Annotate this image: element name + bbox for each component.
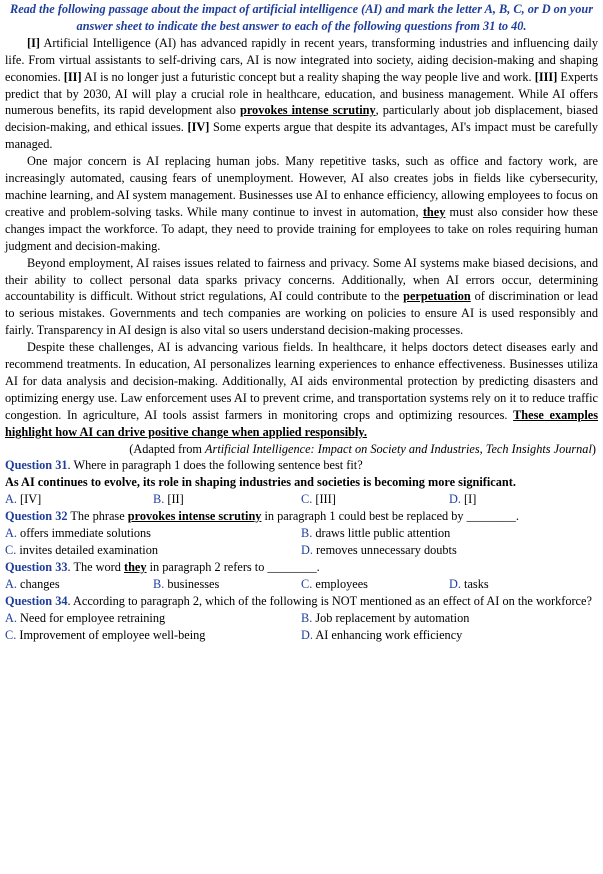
question-34-options xyxy=(5,610,598,644)
highlighted-word-perpetuation: perpetuation xyxy=(403,289,471,304)
question-32-phrase: provokes intense scrutiny xyxy=(127,509,262,524)
source-title: Artificial Intelligence: Impact on Society and Industries, Tech Insights Journal xyxy=(205,441,592,456)
question-33-text-2: in paragraph 2 refers to ________. xyxy=(146,559,320,574)
option-text: [I] xyxy=(460,492,477,507)
option-text: [II] xyxy=(164,492,184,507)
para2-text-2: must also consider how these changes impact the workforce. To adapt, they need to provide training for employees to take on roles requiring human judgment and decision-making. xyxy=(5,204,599,253)
option-b[interactable] xyxy=(153,491,301,508)
option-text: Job replacement by automation xyxy=(312,610,470,625)
option-letter: D. xyxy=(301,627,313,642)
source-suffix: ) xyxy=(591,441,596,456)
passage-paragraph-2 xyxy=(5,153,598,254)
question-32-options xyxy=(5,525,598,559)
option-letter: C. xyxy=(301,492,313,507)
option-text: Need for employee retraining xyxy=(16,610,166,625)
option-text: [IV] xyxy=(16,492,42,507)
question-33-word: they xyxy=(124,559,147,574)
option-b[interactable] xyxy=(153,576,301,593)
passage-paragraph-4 xyxy=(5,339,598,440)
question-32-text-2: in paragraph 1 could best be replaced by ________. xyxy=(261,509,519,524)
option-letter: D. xyxy=(449,492,461,507)
option-letter: B. xyxy=(153,576,165,591)
option-letter: A. xyxy=(5,492,17,507)
option-b[interactable] xyxy=(301,610,598,627)
passage-paragraph-1 xyxy=(5,35,598,153)
option-text: [III] xyxy=(312,492,336,507)
option-d[interactable] xyxy=(301,627,598,644)
question-32-number: Question 32 xyxy=(5,509,68,524)
question-33-number: Question 33 xyxy=(5,559,68,574)
para1-text-5: Some experts argue that despite its advantages, AI's impact must be carefully managed. xyxy=(5,120,599,152)
option-text: invites detailed examination xyxy=(16,543,158,557)
para4-text-1: Despite these challenges, AI is advancing various fields. In healthcare, it helps doctors detect diseases early and recommend treatments. In education, AI personalizes learning experiences to enhance effectiveness. Businesses utiliza AI for data analysis and decision-making. Additionally, AI aids environmental protection by predicting disasters and optimizing energy use. Law enforcement uses AI to prevent crime, and transportation systems rely on it to reduce traffic congestion. In agriculture, AI tools assist farmers in monitoring crops and optimizing resources. xyxy=(5,340,598,422)
option-c[interactable] xyxy=(5,542,301,559)
question-34-number: Question 34 xyxy=(5,593,68,608)
option-text: removes unnecessary doubts xyxy=(312,543,457,557)
marker-2: [II] xyxy=(63,69,82,84)
option-text: tasks xyxy=(460,576,489,591)
question-34 xyxy=(5,593,598,610)
option-a[interactable] xyxy=(5,491,153,508)
option-b[interactable] xyxy=(301,525,598,542)
option-letter: B. xyxy=(301,526,313,541)
option-d[interactable] xyxy=(449,576,598,593)
marker-4: [IV] xyxy=(187,120,210,135)
source-prefix: (Adapted from xyxy=(129,441,206,456)
question-31-options xyxy=(5,491,598,508)
source-citation xyxy=(5,441,598,458)
worksheet-page xyxy=(5,1,598,643)
para3-text-2: of discrimination or lead to serious mistakes. Governments and tech companies are working on policies to ensure AI is used responsibly and fairly. Transparency in AI design is also vital so users understand decision-making processes. xyxy=(5,289,598,338)
highlighted-word-they: they xyxy=(422,204,446,219)
option-letter: C. xyxy=(5,627,17,642)
para3-text-1: Beyond employment, AI raises issues related to fairness and privacy. Some AI systems make biased decisions, and their ability to collect personal data sparks privacy concerns. Additionally, when AI errors occur, determining accountability is difficult. Without strict regulations, AI could contribute to the xyxy=(5,255,598,304)
passage-paragraph-3 xyxy=(5,255,598,340)
para1-text-4: , particularly about job displacement, biased decision-making, and ethical issues. xyxy=(5,103,598,135)
option-letter: B. xyxy=(153,492,165,507)
option-d[interactable] xyxy=(449,491,598,508)
para1-text-1: Artificial Intelligence (AI) has advanced rapidly in recent years, transforming industries and influencing daily life. From virtual assistants to self-driving cars, AI is now integrated into society, aiding decision-making and shaping economies. xyxy=(5,35,598,84)
option-letter: A. xyxy=(5,526,17,541)
option-text: draws little public attention xyxy=(312,526,451,541)
instructions: Read the following passage about the impact of artificial intelligence (AI) and mark the letter A, B, C, or D on your answer sheet to indicate the best answer to each of the following questions from 31 to 40. xyxy=(10,2,593,33)
option-c[interactable] xyxy=(301,491,449,508)
question-33-options xyxy=(5,576,598,593)
para1-text-2: AI is no longer just a futuristic concept but a reality shaping the way people live and work. xyxy=(81,69,535,84)
option-letter: D. xyxy=(301,543,313,557)
para2-text-1: One major concern is AI replacing human jobs. Many repetitive tasks, such as office and factory work, are increasingly automated, causing fears of unemployment. However, AI also creates jobs in fields like cybersecurity, machine learning, and AI system management. Businesses use AI to enhance efficiency, allowing employees to focus on creative and problem-solving tasks. While many continue to invest in automation, xyxy=(5,154,598,219)
highlighted-sentence: These examples highlight how AI can drive positive change when applied responsibly. xyxy=(5,407,598,439)
option-text: AI enhancing work efficiency xyxy=(312,627,463,642)
option-letter: D. xyxy=(449,576,461,591)
option-d[interactable] xyxy=(301,542,598,559)
option-text: businesses xyxy=(164,576,220,591)
highlighted-phrase: provokes intense scrutiny xyxy=(239,103,376,118)
marker-1: [I] xyxy=(27,35,40,50)
question-32 xyxy=(5,508,598,525)
option-text: employees xyxy=(312,576,368,591)
option-c[interactable] xyxy=(301,576,449,593)
question-31-number: Question 31 xyxy=(5,458,68,473)
question-34-text: . According to paragraph 2, which of the following is NOT mentioned as an effect of AI on the workforce? xyxy=(67,593,592,608)
option-a[interactable] xyxy=(5,576,153,593)
question-31 xyxy=(5,457,598,474)
option-c[interactable] xyxy=(5,627,301,644)
option-letter: A. xyxy=(5,576,17,591)
option-text: changes xyxy=(16,576,60,591)
option-a[interactable] xyxy=(5,525,301,542)
option-a[interactable] xyxy=(5,610,301,627)
option-letter: B. xyxy=(301,610,313,625)
option-letter: C. xyxy=(301,576,313,591)
para1-text-3: Experts predict that by 2030, AI will play a crucial role in healthcare, education, and business management. While AI offers numerous benefits, its rapid development also xyxy=(5,69,598,118)
marker-3: [III] xyxy=(534,69,558,84)
question-32-text-1: The phrase xyxy=(67,509,128,524)
option-text: Improvement of employee well-being xyxy=(16,627,206,642)
question-31-text: . Where in paragraph 1 does the following sentence best fit? xyxy=(67,458,363,473)
question-33 xyxy=(5,559,598,576)
option-letter: C. xyxy=(5,543,17,557)
option-letter: A. xyxy=(5,610,17,625)
question-31-sentence: As AI continues to evolve, its role in shaping industries and societies is becoming more significant. xyxy=(5,475,516,490)
question-33-text-1: . The word xyxy=(67,559,124,574)
option-text: offers immediate solutions xyxy=(16,526,151,541)
